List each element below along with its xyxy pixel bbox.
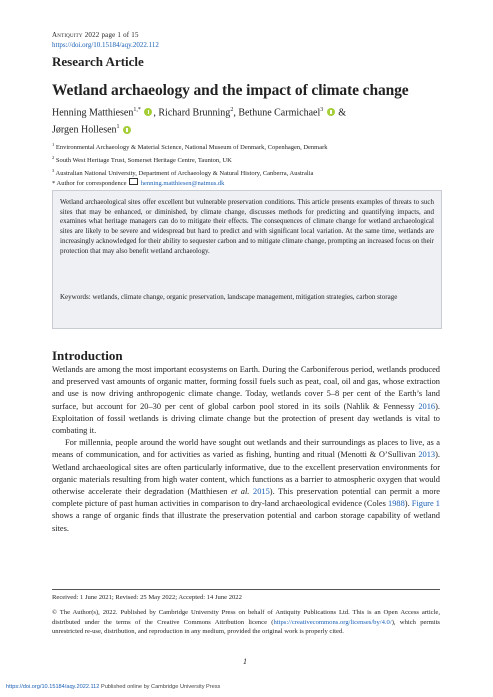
journal-name: Antiquity [52,31,83,39]
author-affiliation-marker: 3 [320,107,324,113]
affiliation-item [52,166,452,179]
affiliation-number: 2 [52,154,55,160]
license-link[interactable]: https://creativecommons.org/licenses/by/4.0/ [273,618,392,626]
paragraph [52,437,440,535]
orcid-icon[interactable] [327,108,335,116]
text-run: ). [404,499,412,509]
footer-text: Published online by Cambridge University Press [99,684,221,690]
author-name[interactable]: Jørgen Hollesen [52,124,117,136]
doi-link[interactable]: https://doi.org/10.15184/aqy.2022.112 [52,41,159,49]
text-run: ), which permits unrestricted re-use, distribution, and reproduction in any medium, provided the original work is properly cited. [52,618,440,636]
affiliation-item [52,140,452,153]
orcid-icon[interactable] [123,126,131,134]
text-run: For millennia, people around the world have sought out wetlands and their surroundings as places to live, as a means of communication, and for activities as varied as fishing, hunting and ritual (Menotti & O’Sullivan [52,438,440,460]
orcid-icon[interactable] [144,108,152,116]
text-run: ). Exploitation of fossil wetlands is driving climate change but the protection of present day wetlands is vital to combating it. [52,401,440,436]
figure-link[interactable]: Figure 1 [411,499,440,509]
divider [52,589,440,590]
correspondence-label: * Author for correspondence [52,180,127,188]
mail-icon [129,178,138,185]
affiliation-item [52,153,452,166]
affiliations [52,140,452,189]
page-number: 1 [243,657,247,666]
citation-link[interactable]: 1988 [388,499,405,509]
author-name[interactable]: Bethune Carmichael [238,107,321,119]
affiliation-number: 1 [52,142,55,147]
text-run: © The Author(s), 2022. Published by Cambridge University Press on behalf of Antiquity Publications Ltd. This is an Open Access article, distributed under the terms of the Creative Commons Attribution licence ( [52,609,440,626]
author-affiliation-marker: 1,* [133,107,141,113]
article-title: Wetland archaeology and the impact of climate change [52,82,409,99]
introduction-heading: Introduction [52,348,123,363]
affiliation-number: 3 [52,167,55,173]
text-run: ). This preservation potential can permit a more complete picture of past human activities in comparison to dry-land archaeological evidence (Coles [52,487,440,509]
text-run-italic: et al. [231,487,250,497]
journal-header [52,31,139,39]
journal-issue: 2022 page 1 of 15 [82,31,139,39]
affiliation-text: South West Heritage Trust, Somerset Heritage Centre, Taunton, UK [55,156,232,164]
abstract-text: Wetland archaeological sites offer excellent but vulnerable preservation conditions. This article presents examples of threats to such sites that may be enhanced, or diminished, by climate change, discusses methods for predicting and quantifying impacts, and examines what heritage managers can do to mitigate their effects. The consequences of climate change for wetland archaeological sites are likely to be severe and widespread but hard to predict and with significant local variation. At the same time, wetlands are increasingly acknowledged for their ability to sequester carbon and to mitigate climate change, prompting an increased focus on their protection that may also benefit wetland archaeology. [60,198,434,255]
author-name[interactable]: Richard Brunning [158,107,231,119]
correspondence-email[interactable]: henning.matthiesen@natmus.dk [140,180,225,188]
author-affiliation-marker: 2 [230,107,234,113]
affiliation-text: Australian National University, Department of Archaeology & Natural History, Canberra, Australia [55,169,314,177]
citation-link[interactable]: 2016 [418,401,436,411]
text-run: ). Wetland archaeological sites are often particularly informative, due to the excellent preservation environments for organic materials resulting from high water content, which functions as a barrier to atmospheric oxygen that would otherwise accelerate their degradation (Matthiesen [52,450,440,497]
text-run: shows a range of organic finds that illustrate the preservation potential and carbon storage capability of wetland sites. [52,511,440,533]
keywords: Keywords: wetlands, climate change, organic preservation, landscape management, mitigation strategies, carbon storage [60,293,398,301]
author-affiliation-marker: 1 [116,124,120,131]
author-list: Henning Matthiesen$^{1,*}$ , Richard Brunning$^2$, Bethune Carmichael$^3$ & Jørgen Hollesen$^1$ [52,107,347,136]
citation-link[interactable]: 2013 [418,450,436,460]
footer [6,684,220,690]
author-separator: & [338,107,347,119]
affiliation-text: Environmental Archaeology & Material Science, National Museum of Denmark, Copenhagen, Denmark [55,144,328,152]
section-label: Research Article [52,54,144,69]
citation-link[interactable]: 2015 [253,487,270,497]
author-name[interactable]: Henning Matthiesen [52,107,134,119]
footer-doi-link[interactable]: https://doi.org/10.15184/aqy.2022.112 [6,684,100,690]
copyright-notice [52,608,440,637]
text-run: Wetlands are among the most important ecosystems on Earth. During the Carboniferous period, wetlands produced and preserved vast amounts of organic matter, forming fossil fuels such as peat, coal, oil and gas, whose extraction and use is now driving anthropogenic climate change. Today, wetlands cover 5–8 per cent of the Earth’s land surface, but account for 20–30 per cent of global carbon pool stored in its soils (Nahlik & Fennessy [52,365,440,411]
introduction-body [52,364,440,535]
received-dates: Received: 1 June 2021; Revised: 25 May 2022; Accepted: 14 June 2022 [52,594,242,601]
paragraph [52,364,440,437]
correspondence-line [52,178,452,189]
